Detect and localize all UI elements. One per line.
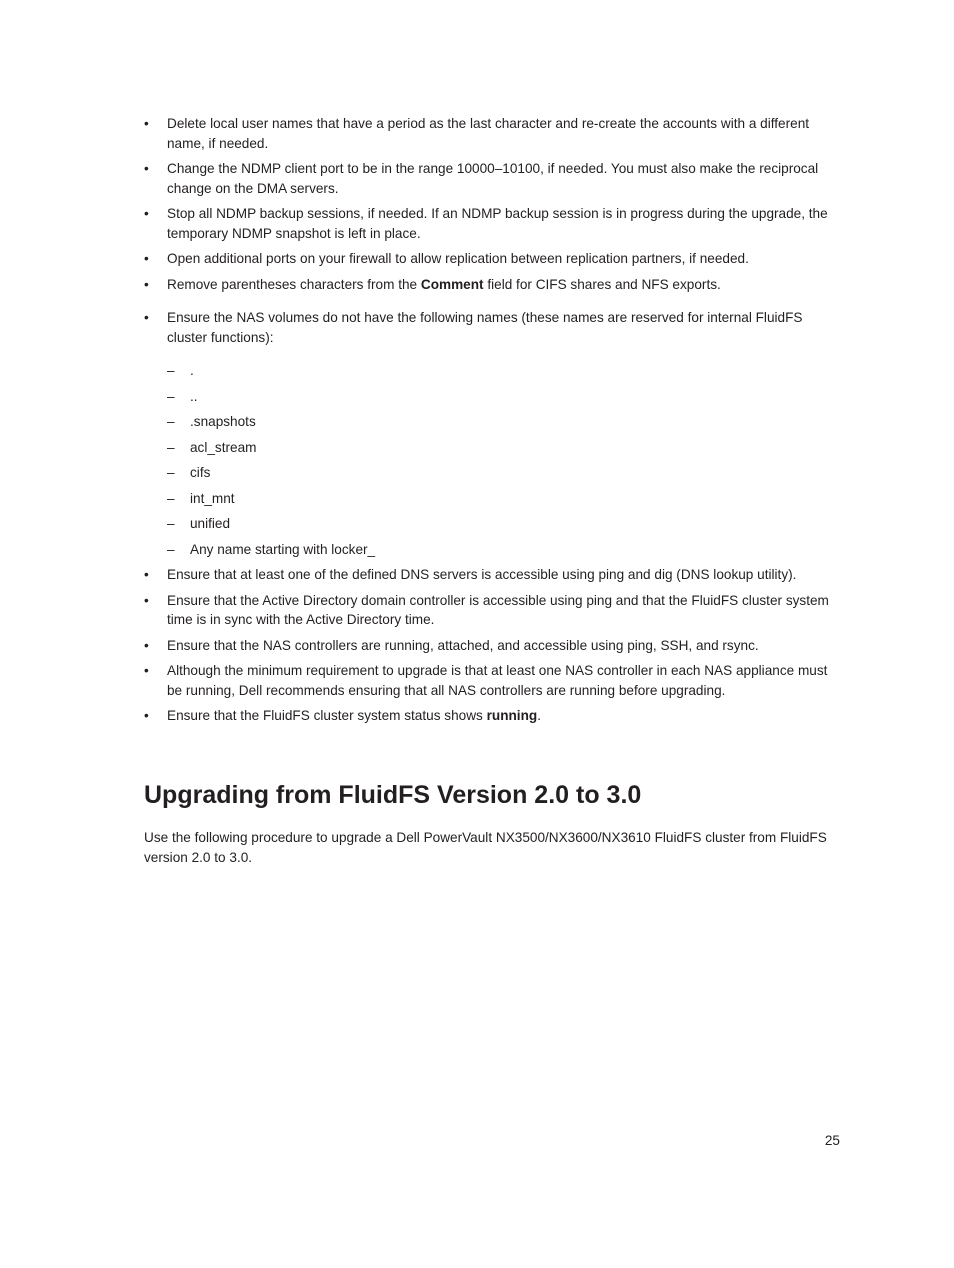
dash-marker: – (167, 465, 175, 480)
dash-marker: – (167, 388, 175, 404)
comment-field-name: Comment (420, 276, 484, 292)
reserved-name: cifs (190, 465, 211, 480)
reserved-names-list (167, 361, 844, 559)
list-item-text: Remove parentheses characters from the (167, 276, 421, 292)
list-item (144, 204, 844, 243)
bullet-marker: • (144, 663, 149, 678)
list-item (144, 565, 844, 585)
list-item-text: Open additional ports on your firewall to allow replication between replication partners, if needed. (167, 251, 749, 266)
reserved-name-item (167, 412, 844, 432)
list-item-text: Change the NDMP client port to be in the range 10000–10100, if needed. You must also make the reciprocal change on the DMA servers. (167, 161, 819, 196)
status-value: running (486, 708, 538, 723)
reserved-name: .. (190, 388, 198, 404)
reserved-name-item (167, 361, 844, 381)
list-item (144, 591, 844, 630)
reserved-name: unified (190, 516, 231, 531)
bullet-marker: • (144, 592, 149, 608)
reserved-name: acl_stream (190, 439, 257, 455)
list-item-reserved-names (144, 308, 844, 559)
section-heading: Upgrading from FluidFS Version 2.0 to 3.0 (144, 781, 642, 809)
page-number: 25 (824, 1133, 840, 1148)
list-item (144, 114, 844, 153)
reserved-name: Any name starting with locker_ (190, 541, 376, 557)
list-item-text: . (537, 708, 541, 723)
list-item-text: Ensure that the FluidFS cluster system status shows (167, 708, 487, 723)
list-item (144, 636, 844, 656)
bullet-marker: • (144, 116, 149, 131)
prerequisite-list (144, 114, 844, 732)
reserved-name-item (167, 489, 844, 509)
list-item-comment-field (144, 275, 844, 295)
intro-paragraph: Use the following procedure to upgrade a Dell PowerVault NX3500/NX3600/NX3610 FluidFS cluster from FluidFS version 2.0 to 3.0. (144, 830, 827, 865)
bullet-marker: • (144, 251, 149, 266)
list-item-text: Stop all NDMP backup sessions, if needed. If an NDMP backup session is in progress during the upgrade, the temporary NDMP snapshot is left in place. (167, 206, 828, 241)
list-item-text: Ensure that at least one of the defined DNS servers is accessible using ping and dig (DNS lookup utility). (167, 567, 797, 582)
list-item-text: Delete local user names that have a period as the last character and re-create the accounts with a different name, if needed. (167, 116, 810, 151)
reserved-name: .snapshots (190, 414, 256, 429)
bullet-marker: • (144, 637, 149, 653)
dash-marker: – (167, 516, 175, 531)
reserved-name-item (167, 463, 844, 483)
dash-marker: – (167, 363, 175, 378)
bullet-marker: • (144, 310, 149, 325)
list-item-status (144, 706, 844, 726)
bullet-marker: • (144, 161, 149, 176)
bullet-marker: • (144, 276, 149, 292)
reserved-name: . (190, 363, 194, 378)
reserved-name-item (167, 387, 844, 407)
list-item-text: Ensure that the NAS controllers are running, attached, and accessible using ping, SSH, and rsync. (167, 637, 759, 653)
list-item (144, 249, 844, 269)
dash-marker: – (167, 490, 175, 506)
bullet-marker: • (144, 206, 149, 221)
list-item (144, 159, 844, 198)
bullet-marker: • (144, 708, 149, 723)
list-item (144, 661, 844, 700)
list-item-text: Ensure that the Active Directory domain controller is accessible using ping and that the FluidFS cluster system time is in sync with the Active Directory time. (167, 592, 829, 627)
dash-marker: – (167, 414, 175, 429)
reserved-name-item (167, 438, 844, 458)
list-item-text: field for CIFS shares and NFS exports. (483, 276, 721, 292)
reserved-name: int_mnt (190, 490, 235, 506)
list-item-text: Although the minimum requirement to upgrade is that at least one NAS controller in each NAS appliance must be running, Dell recommends ensuring that all NAS controllers are running before upgrading. (167, 663, 828, 698)
dash-marker: – (167, 541, 175, 557)
reserved-name-item (167, 540, 844, 560)
list-item-text: Ensure the NAS volumes do not have the following names (these names are reserved for internal FluidFS cluster functions): (167, 310, 803, 345)
dash-marker: – (167, 439, 175, 455)
reserved-name-item (167, 514, 844, 534)
bullet-marker: • (144, 567, 149, 582)
